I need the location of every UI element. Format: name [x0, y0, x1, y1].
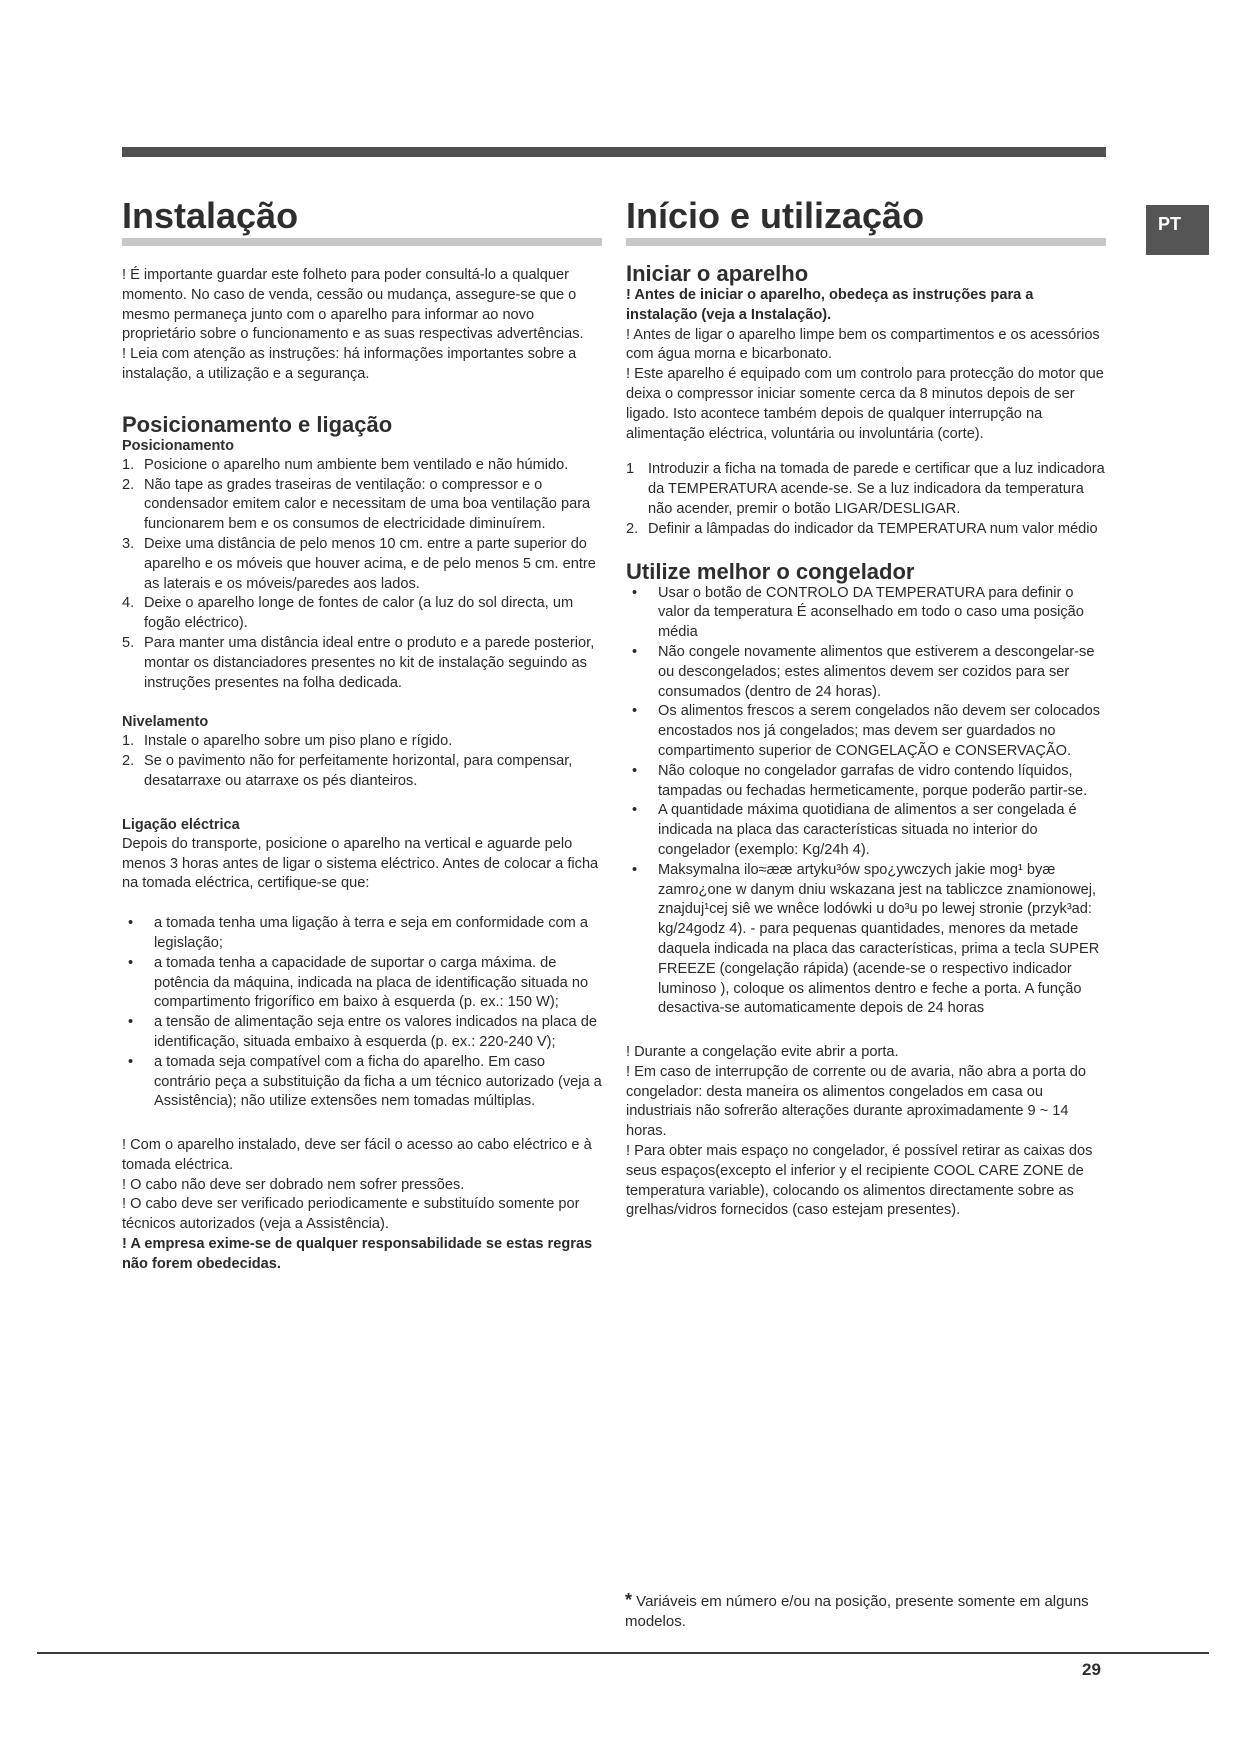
start-appliance-title: Iniciar o aparelho: [626, 261, 809, 286]
list-item: • Os alimentos frescos a serem congelados não devem ser colocados encostados nos já congelados; mas devem ser guardados no compartimento superior de CONGELAÇÃO e CONSERVAÇÃO.: [632, 703, 1101, 759]
freezer-note-2: ! Em caso de interrupção de corrente ou de avaria, não abra a porta do congelador: desta maneira os alimentos congelados em casa ou industriais não sofrerão alterações durante aproximadamente 9 ~ 14 horas.: [626, 1063, 1086, 1140]
list-item: • a tensão de alimentação seja entre os valores indicados na placa de identificação, situada embaixo à esquerda (p. ex.: 220-240 V);: [128, 1014, 597, 1050]
warning-cable-access: ! Com o aparelho instalado, deve ser fácil o acesso ao cabo eléctrico e à tomada eléctrica.: [122, 1137, 592, 1173]
list-item: • Maksymalna ilo≈ææ artyku³ów spo¿ywczych jakie mog¹ byæ zamro¿one w danym dniu wskazana jest na tabliczce znamionowej, znajduj¹cej siê we wnêce lodówki u do³u po lewej stronie (przyk³ad: kg/24godz 4). - para pequenas quantidades, menores da metade daquela indicada na placa das características, prima a tecla SUPER FREEZE (congelação rápida) (acende-se o respectivo indicador luminoso ), coloque os alimentos dentro e feche a porta. A função desactiva-se automaticamente depois de 24 horas: [632, 861, 1100, 1017]
list-item: • a tomada seja compatível com a ficha do aparelho. Em caso contrário peça a substituição da ficha a um técnico autorizado (veja a Assistência); não utilize extensões nem tomadas múltiplas.: [128, 1053, 602, 1110]
leveling-list: [122, 732, 602, 791]
top-rule: [122, 147, 1106, 157]
list-item: 2. Se o pavimento não for perfeitamente horizontal, para compensar, desatarraxe ou atarraxe os pés dianteiros.: [122, 753, 573, 789]
footnote-star: *: [625, 1590, 633, 1610]
list-item: • Usar o botão de CONTROLO DA TEMPERATURA para definir o valor da temperatura É aconselhado em todo o caso uma posição média: [632, 584, 1084, 641]
installation-title: Instalação: [122, 196, 602, 246]
language-tab: PT: [1146, 205, 1209, 255]
start-bold-warning: ! Antes de iniciar o aparelho, obedeça as instruções para a instalação (veja a Instalação).: [626, 287, 1034, 323]
list-item: 2. Definir a lâmpadas do indicador da TEMPERATURA num valor médio: [626, 520, 1098, 537]
left-column: [122, 196, 602, 1275]
footnote: [625, 1590, 1105, 1632]
electrical-subtitle: Ligação eléctrica: [122, 816, 240, 833]
start-note-1: ! Antes de ligar o aparelho limpe bem os compartimentos e os acessórios com água morna e bicarbonato.: [626, 326, 1100, 363]
list-item: • Não congele novamente alimentos que estiverem a descongelar-se ou descongelados; estes alimentos devem ser cozidos para ser consumados (dentro de 24 horas).: [632, 643, 1095, 700]
positioning-subtitle: Posicionamento: [122, 437, 234, 454]
electrical-checklist: [122, 914, 602, 1112]
list-item: • a tomada tenha a capacidade de suportar o carga máxima. de potência da máquina, indicada na placa de identificação situada no compartimento frigorífico em baixo à esquerda (p. ex.: 150 W);: [128, 954, 589, 1011]
bottom-rule: [37, 1652, 1209, 1654]
right-column: [626, 196, 1106, 1221]
list-item: 1. Posicione o aparelho num ambiente bem ventilado e não húmido.: [122, 456, 569, 473]
list-item: • A quantidade máxima quotidiana de alimentos a ser congelada é indicada na placa das características situada no interior do congelador (exemplo: Kg/24h 4).: [632, 802, 1077, 858]
intro-paragraph-1: ! É importante guardar este folheto para poder consultá-lo a qualquer momento. No caso de venda, cessão ou mudança, assegure-se que o mesmo permaneça junto com o aparelho para informar ao novo proprietário sobre o funcionamento e as suas respectivas advertências.: [122, 267, 584, 343]
list-item: 2. Não tape as grades traseiras de ventilação: o compressor e o condensador emitem calor e necessitam de uma boa ventilação para funcionarem bem e os consumos de electricidade diminuírem.: [122, 476, 591, 533]
list-item: • a tomada tenha uma ligação à terra e seja em conformidade com a legislação;: [128, 915, 589, 951]
freezer-tips-list: [626, 584, 1106, 1020]
list-item: 1 Introduzir a ficha na tomada de parede e certificar que a luz indicadora da TEMPERATURA acende-se. Se a luz indicadora da temperatura não acender, premir o botão LIGAR/DESLIGAR.: [626, 461, 1105, 517]
page-number: 29: [1082, 1660, 1101, 1679]
freezer-section-title: Utilize melhor o congelador: [626, 558, 915, 584]
freezer-note-1: ! Durante a congelação evite abrir a porta.: [626, 1044, 899, 1061]
start-steps-list: [626, 460, 1106, 539]
list-item: 5. Para manter uma distância ideal entre o produto e a parede posterior, montar os distanciadores presentes no kit de instalação seguindo as instruções presentes na folha dedicada.: [122, 634, 595, 691]
freezer-note-3: ! Para obter mais espaço no congelador, é possível retirar as caixas dos seus espaços(excepto el inferior y el recipiente COOL CARE ZONE de temperatura variable), colocando os alimentos directamente sobre as grelhas/vidros fornecidos (caso estejam presentes).: [626, 1143, 1093, 1219]
leveling-subtitle: Nivelamento: [122, 714, 209, 731]
list-item: • Não coloque no congelador garrafas de vidro contendo líquidos, tampadas ou fechadas hermeticamente, porque poderão partir-se.: [632, 762, 1088, 799]
footnote-text: Variáveis em número e/ou na posição, presente somente em alguns modelos.: [625, 1593, 1089, 1630]
intro-paragraph-2: ! Leia com atenção as instruções: há informações importantes sobre a instalação, a utilização e a segurança.: [122, 346, 577, 382]
warning-cable-check: ! O cabo deve ser verificado periodicamente e substituído somente por técnicos autorizados (veja a Assistência).: [122, 1196, 580, 1233]
list-item: 4. Deixe o aparelho longe de fontes de calor (a luz do sol directa, um fogão eléctrico).: [122, 595, 574, 632]
positioning-list: [122, 456, 602, 694]
start-note-2: ! Este aparelho é equipado com um controlo para protecção do motor que deixa o compressor iniciar somente cerca da 8 minutos depois de ser ligado. Isto acontece também depois de qualquer interrupção na alimentação eléctrica, voluntária ou involuntária (corte).: [626, 366, 1104, 442]
liability-warning: ! A empresa exime-se de qualquer responsabilidade se estas regras não forem obedecidas.: [122, 1236, 593, 1272]
positioning-section-title: Posicionamento e ligação: [122, 411, 393, 437]
list-item: 1. Instale o aparelho sobre um piso plano e rígido.: [122, 733, 453, 750]
warning-cable-bend: ! O cabo não deve ser dobrado nem sofrer pressões.: [122, 1176, 465, 1193]
list-item: 3. Deixe uma distância de pelo menos 10 cm. entre a parte superior do aparelho e os móveis que houver acima, e de pelo menos 5 cm. entre as laterais e os móveis/paredes aos lados.: [122, 535, 596, 592]
electrical-intro: Depois do transporte, posicione o aparelho na vertical e aguarde pelo menos 3 horas antes de ligar o sistema eléctrico. Antes de colocar a ficha na tomada eléctrica, certifique-se que:: [122, 835, 599, 892]
start-use-title: Início e utilização: [626, 196, 1106, 246]
